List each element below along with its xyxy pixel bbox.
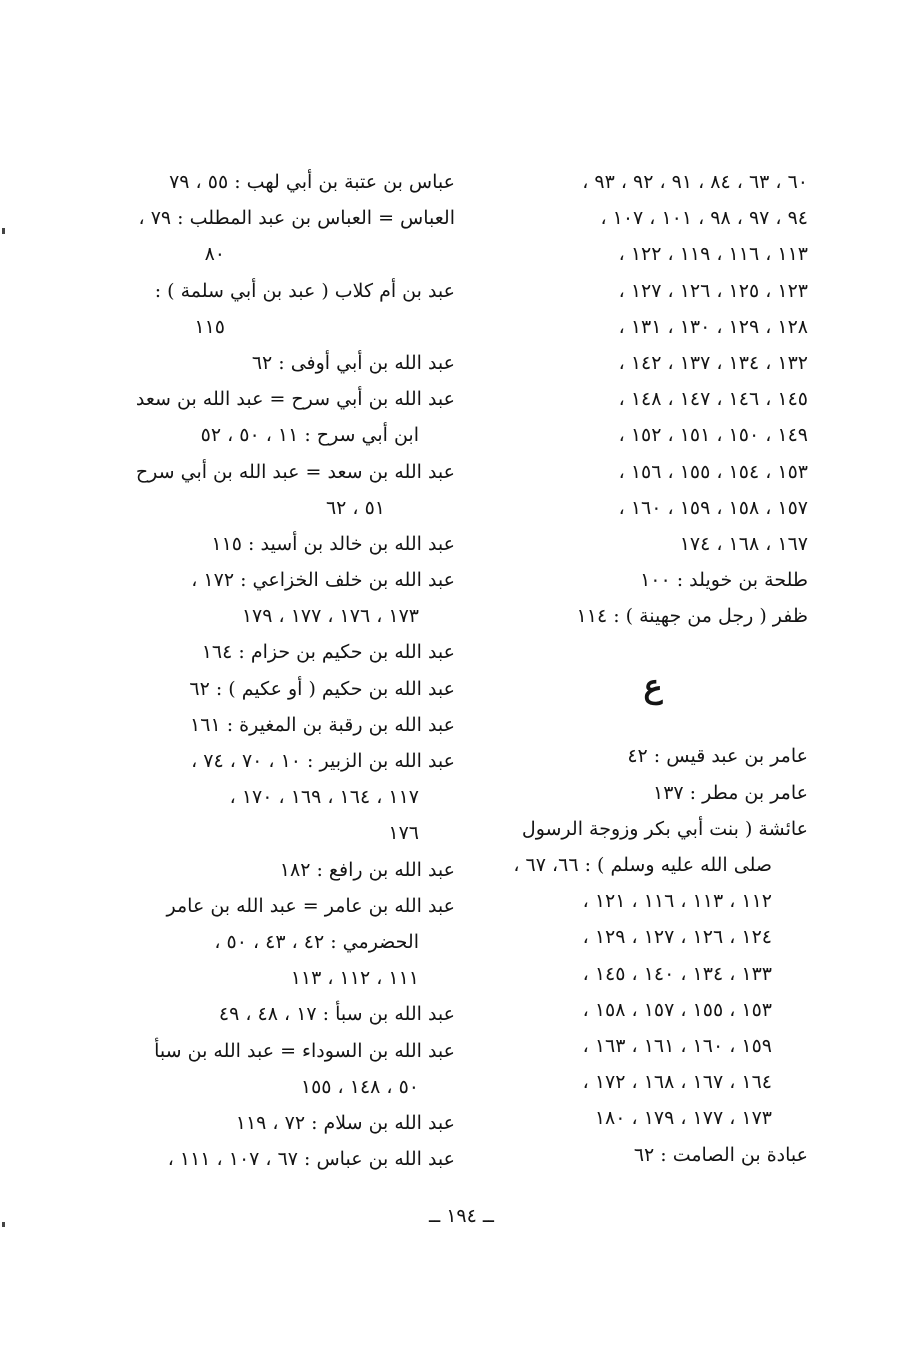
index-entry-continuation: ٥٠ ، ١٤٨ ، ١٥٥ bbox=[300, 1075, 419, 1098]
index-entry: عبد الله بن عامر = عبد الله بن عامر bbox=[166, 894, 455, 917]
index-entry: عامر بن عبد قيس : ٤٢ bbox=[627, 745, 808, 768]
index-entry-continuation: ١٧٦ bbox=[388, 822, 419, 845]
index-entry: ظفر ( رجل من جهينة ) : ١١٤ bbox=[576, 605, 808, 628]
scan-edge-mark bbox=[2, 228, 5, 234]
index-entry-continuation: ١١٥ bbox=[194, 315, 225, 338]
index-entry: العباس = العباس بن عبد المطلب : ٧٩ ، bbox=[138, 207, 455, 230]
index-entry-continuation: ١٦٤ ، ١٦٧ ، ١٦٨ ، ١٧٢ ، bbox=[582, 1071, 772, 1094]
index-entry: عبد الله بن أبي أوفى : ٦٢ bbox=[251, 351, 455, 374]
right-column bbox=[498, 164, 808, 1173]
index-entry: ١٦٧ ، ١٦٨ ، ١٧٤ bbox=[679, 532, 808, 555]
index-entry-continuation: ١١٢ ، ١١٣ ، ١١٦ ، ١٢١ ، bbox=[582, 890, 772, 913]
index-entry: عبد الله بن سعد = عبد الله بن أبي سرح bbox=[135, 460, 455, 483]
index-entry-continuation: الحضرمي : ٤٢ ، ٤٣ ، ٥٠ ، bbox=[214, 930, 419, 953]
index-entry: ١٥٣ ، ١٥٤ ، ١٥٥ ، ١٥٦ ، bbox=[618, 460, 808, 483]
index-entry: عبد الله بن الزبير : ١٠ ، ٧٠ ، ٧٤ ، bbox=[191, 750, 455, 772]
index-entry-continuation: ١١٧ ، ١٦٤ ، ١٦٩ ، ١٧٠ ، bbox=[229, 786, 419, 809]
right-column-entries bbox=[498, 164, 808, 634]
index-entry: عبد الله بن خلف الخزاعي : ١٧٢ ، bbox=[191, 569, 455, 592]
index-entry-continuation: ٥١ ، ٦٢ bbox=[325, 496, 385, 519]
left-column bbox=[135, 164, 455, 1177]
index-entry: عبد الله بن السوداء = عبد الله بن سبأ bbox=[154, 1039, 455, 1062]
index-entry-continuation: ١٣٣ ، ١٣٤ ، ١٤٠ ، ١٤٥ ، bbox=[582, 962, 772, 985]
index-entry: عبد الله بن حكيم بن حزام : ١٦٤ bbox=[201, 641, 455, 664]
index-entry: عبد الله بن عباس : ٦٧ ، ١٠٧ ، ١١١ ، bbox=[167, 1148, 455, 1171]
ain-section-entries bbox=[498, 738, 808, 1172]
index-entry: ١١٣ ، ١١٦ ، ١١٩ ، ١٢٢ ، bbox=[618, 243, 808, 266]
index-entry-continuation: ٨٠ bbox=[204, 243, 225, 266]
index-entry: ١٤٥ ، ١٤٦ ، ١٤٧ ، ١٤٨ ، bbox=[618, 388, 808, 411]
index-entry: عبد الله بن أبي سرح = عبد الله بن سعد bbox=[135, 388, 455, 411]
index-entry: ٩٤ ، ٩٧ ، ٩٨ ، ١٠١ ، ١٠٧ ، bbox=[600, 207, 808, 230]
index-entry: عبد الله بن سلام : ٧٢ ، ١١٩ bbox=[235, 1111, 455, 1134]
scan-edge-mark bbox=[2, 1222, 5, 1227]
index-entry: ١٢٣ ، ١٢٥ ، ١٢٦ ، ١٢٧ ، bbox=[618, 279, 808, 302]
index-entry: عبد الله بن خالد بن أسيد : ١١٥ bbox=[211, 532, 455, 555]
index-entry-continuation: ١١١ ، ١١٢ ، ١١٣ bbox=[290, 967, 419, 990]
index-entry: عامر بن مطر : ١٣٧ bbox=[653, 781, 808, 804]
left-column-entries bbox=[135, 164, 455, 1177]
index-entry: عبد الله بن سبأ : ١٧ ، ٤٨ ، ٤٩ bbox=[218, 1003, 455, 1026]
index-entry-continuation: ١٥٩ ، ١٦٠ ، ١٦١ ، ١٦٣ ، bbox=[582, 1034, 772, 1057]
index-entry: ١٣٢ ، ١٣٤ ، ١٣٧ ، ١٤٢ ، bbox=[618, 351, 808, 374]
index-entry: عبد الله بن رافع : ١٨٢ bbox=[279, 858, 455, 881]
index-entry-continuation: ١٢٤ ، ١٢٦ ، ١٢٧ ، ١٢٩ ، bbox=[582, 926, 772, 949]
index-entry: عائشة ( بنت أبي بكر وزوجة الرسول bbox=[521, 817, 808, 840]
index-entry-continuation: ١٥٣ ، ١٥٥ ، ١٥٧ ، ١٥٨ ، bbox=[582, 998, 772, 1021]
index-entry-continuation: صلى الله عليه وسلم ) : ٦٦، ٦٧ ، bbox=[513, 854, 772, 876]
section-letter-ain: ع bbox=[643, 667, 663, 706]
index-entry: ١٢٨ ، ١٢٩ ، ١٣٠ ، ١٣١ ، bbox=[618, 315, 808, 338]
index-entry-continuation: ابن أبي سرح : ١١ ، ٥٠ ، ٥٢ bbox=[200, 424, 419, 447]
index-entry: عبد الله بن حكيم ( أو عكيم ) : ٦٢ bbox=[189, 677, 455, 700]
index-entry-continuation: ١٧٣ ، ١٧٦ ، ١٧٧ ، ١٧٩ bbox=[241, 605, 419, 628]
page-number: ــ ١٩٤ ــ bbox=[429, 1205, 494, 1227]
index-entry: ١٤٩ ، ١٥٠ ، ١٥١ ، ١٥٢ ، bbox=[618, 424, 808, 447]
index-entry: عبد الله بن رقبة بن المغيرة : ١٦١ bbox=[190, 713, 455, 736]
index-entry: طلحة بن خويلد : ١٠٠ bbox=[640, 569, 808, 592]
index-entry-continuation: ١٧٣ ، ١٧٧ ، ١٧٩ ، ١٨٠ bbox=[594, 1107, 772, 1130]
index-entry: ٦٠ ، ٦٣ ، ٨٤ ، ٩١ ، ٩٢ ، ٩٣ ، bbox=[582, 171, 808, 193]
index-entry: ١٥٧ ، ١٥٨ ، ١٥٩ ، ١٦٠ ، bbox=[618, 496, 808, 519]
index-entry: عباس بن عتبة بن أبي لهب : ٥٥ ، ٧٩ bbox=[169, 171, 455, 193]
index-entry: عبد بن أم كلاب ( عبد بن أبي سلمة ) : bbox=[154, 279, 455, 302]
index-entry: عبادة بن الصامت : ٦٢ bbox=[633, 1143, 808, 1166]
